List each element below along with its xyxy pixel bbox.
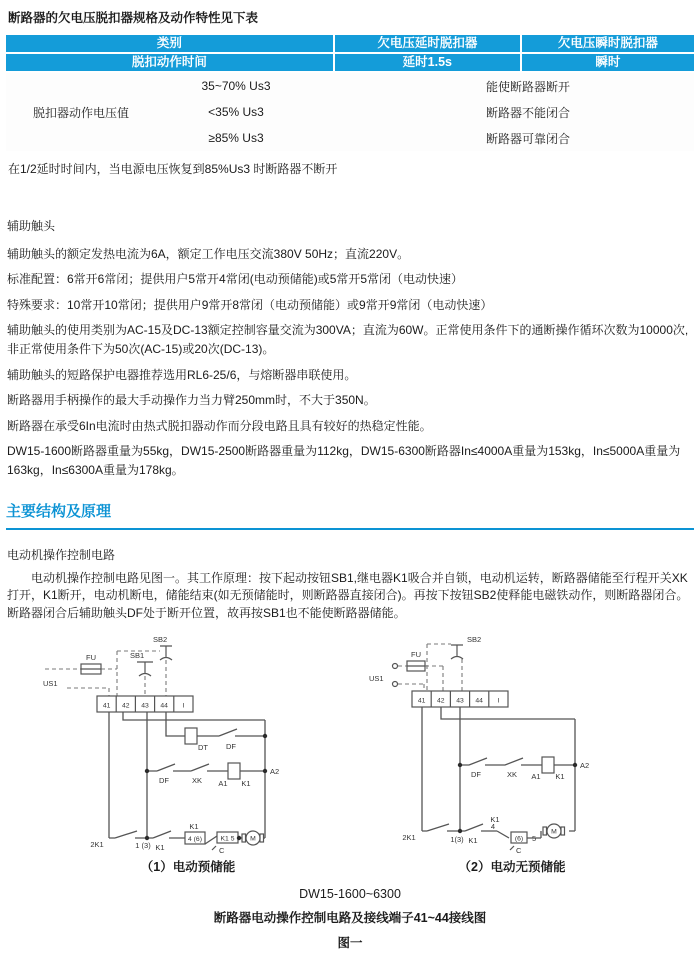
svg-text:41: 41 bbox=[102, 702, 111, 710]
svg-text:K1: K1 bbox=[155, 842, 165, 852]
aux-line: 标准配置：6常开6常闭；提供用户5常开4常闭(电动预储能)或5常开5常闭（电动快速） bbox=[7, 272, 464, 287]
circuit-diagram-precharge bbox=[33, 631, 343, 856]
svg-text:SB1: SB1 bbox=[130, 650, 145, 660]
svg-text:XK: XK bbox=[506, 769, 518, 779]
svg-text:DF: DF bbox=[226, 741, 236, 751]
page-title: 断路器的欠电压脱扣器规格及动作特性见下表 bbox=[8, 11, 259, 25]
svg-text:I: I bbox=[497, 697, 500, 705]
aux-line: 辅助触头的短路保护电器推荐选用RL6-25/6，与熔断器串联使用。 bbox=[7, 367, 357, 382]
figure-row bbox=[6, 631, 694, 875]
svg-text:FU: FU bbox=[86, 652, 96, 662]
table-header-row-2 bbox=[6, 54, 694, 71]
svg-text:5: 5 bbox=[532, 833, 537, 843]
aux-line: 辅助触头的使用类别为AC-15及DC-13额定控制容量交流为300VA；直流为60W。正常使用条件下的通断操作循环次数为10000次,非正常使用条件下为50次(AC-15)或20次(DC-13)。 bbox=[7, 323, 689, 356]
header-cell-delay-release: 欠电压延时脱扣器 bbox=[335, 35, 520, 52]
undervoltage-spec-table bbox=[6, 35, 694, 151]
figure-caption-left: （1）电动预储能 bbox=[140, 859, 236, 874]
header-cell-category: 类别 bbox=[6, 35, 333, 52]
table-note: 在1/2延时时间内，当电源电压恢复到85%Us3 时断路器不断开 bbox=[8, 162, 338, 176]
push-button-sb1-icon bbox=[130, 651, 153, 676]
motor-rung bbox=[402, 815, 575, 855]
motor-circuit-paragraph: 电动机操作控制电路见图一。其工作原理：按下起动按钮SB1,继电器K1吸合并自锁，电动机运转，断路器储能至行程开关XK打开，K1断开，电动机断电，储能结束(如无预储能时，则断路器直接闭合)。再按下按钮SB2使释能电磁铁动作，则断路器闭合。断路器闭合后辅助触头DF处于断开位置，故再按SB1也不能使断路器储能。 bbox=[7, 570, 689, 621]
svg-text:DF: DF bbox=[159, 775, 169, 785]
svg-text:C: C bbox=[516, 845, 522, 855]
figure-right bbox=[357, 631, 667, 875]
svg-text:42: 42 bbox=[437, 697, 445, 705]
fuse-icon bbox=[407, 650, 425, 671]
terminal-block bbox=[97, 696, 193, 712]
table-cell-condition: 35~70% Us3 bbox=[201, 79, 271, 93]
circuit-rails bbox=[422, 707, 575, 831]
svg-text:US1: US1 bbox=[369, 673, 384, 683]
svg-text:2K1: 2K1 bbox=[402, 832, 416, 842]
aux-line: 辅助触头的额定发热电流为6A，额定工作电压交流380V 50Hz；直流220V。 bbox=[7, 246, 410, 261]
svg-text:43: 43 bbox=[456, 697, 464, 705]
fuse-icon bbox=[81, 653, 101, 674]
svg-text:K1: K1 bbox=[468, 835, 478, 845]
aux-line: DW15-1600断路器重量为55kg，DW15-2500断路器重量为112kg，DW15-6300断路器In≤4000A重量为153kg，In≤5000A重量为163kg，In≤6300A重量为178kg。 bbox=[7, 444, 681, 477]
svg-text:A1: A1 bbox=[218, 778, 228, 788]
svg-text:K1: K1 bbox=[555, 771, 565, 781]
svg-text:I: I bbox=[182, 702, 185, 710]
aux-line: 断路器在承受6In电流时由热式脱扣器动作而分段电路且具有较好的热稳定性能。 bbox=[7, 418, 432, 433]
release-coil-rung bbox=[185, 728, 265, 752]
svg-text:41: 41 bbox=[417, 697, 426, 705]
auxiliary-contacts-section bbox=[6, 217, 694, 480]
svg-text:K1: K1 bbox=[490, 814, 500, 824]
svg-text:XK: XK bbox=[191, 775, 203, 785]
svg-text:K1: K1 bbox=[241, 778, 251, 788]
svg-text:44: 44 bbox=[160, 702, 168, 710]
table-cell-result: 断路器可靠闭合 bbox=[486, 131, 571, 146]
svg-text:4 (6): 4 (6) bbox=[188, 835, 202, 843]
aux-line: 断路器用手柄操作的最大手动操作力当力臂250mm时，不大于350N。 bbox=[7, 393, 376, 408]
table-cell-condition: <35% Us3 bbox=[208, 105, 264, 119]
table-header-row-1 bbox=[6, 35, 694, 52]
circuit-rails bbox=[109, 712, 265, 838]
svg-text:A2: A2 bbox=[580, 760, 590, 770]
svg-text:(6): (6) bbox=[514, 835, 524, 843]
svg-text:SB2: SB2 bbox=[467, 634, 482, 644]
us1-label: US1 bbox=[43, 678, 58, 688]
svg-text:42: 42 bbox=[122, 702, 130, 710]
table-cell-result: 能使断路器断开 bbox=[486, 79, 571, 94]
svg-text:4: 4 bbox=[490, 821, 496, 831]
push-button-sb2-icon bbox=[153, 635, 172, 660]
aux-line: 特殊要求：10常开10常闭；提供用户9常开8常闭（电动预储能）或9常开9常闭（电动快速） bbox=[7, 297, 493, 312]
row-group-label: 脱扣器动作电压值 bbox=[32, 105, 129, 120]
svg-text:1(3): 1(3) bbox=[450, 834, 464, 844]
supply-terminal-icons bbox=[369, 663, 398, 686]
table-cell-condition: ≥85% Us3 bbox=[208, 131, 264, 145]
header-cell-delay-value: 延时1.5s bbox=[335, 54, 520, 71]
svg-text:FU: FU bbox=[411, 649, 421, 659]
svg-text:DF: DF bbox=[471, 769, 481, 779]
figure-left bbox=[33, 631, 343, 875]
circuit-diagram-no-precharge bbox=[357, 631, 667, 856]
svg-text:A1: A1 bbox=[531, 771, 541, 781]
dashed-wiring bbox=[398, 644, 462, 691]
svg-text:44: 44 bbox=[475, 697, 483, 705]
motor-icon bbox=[242, 831, 264, 845]
section-heading-structure: 主要结构及原理 bbox=[6, 500, 694, 530]
table-cell-result: 断路器不能闭合 bbox=[486, 105, 571, 120]
motor-circuit-subheading: 电动机操作控制电路 bbox=[7, 547, 116, 562]
model-range-label: DW15-1600~6300 bbox=[299, 886, 401, 901]
aux-section-title: 辅助触头 bbox=[7, 219, 56, 233]
svg-text:K1: K1 bbox=[189, 821, 199, 831]
svg-text:43: 43 bbox=[141, 702, 149, 710]
svg-text:2K1: 2K1 bbox=[90, 839, 104, 849]
figure-caption-right: （2）电动无预储能 bbox=[458, 859, 566, 874]
svg-text:SB2: SB2 bbox=[153, 634, 168, 644]
relay-rung bbox=[460, 757, 589, 781]
svg-text:C: C bbox=[219, 845, 225, 855]
header-cell-instant-release: 欠电压瞬时脱扣器 bbox=[522, 35, 694, 52]
svg-text:A2: A2 bbox=[270, 766, 280, 776]
svg-text:M: M bbox=[551, 828, 557, 836]
motor-icon bbox=[543, 824, 565, 838]
table-body bbox=[6, 73, 694, 151]
push-button-sb2-icon bbox=[451, 635, 481, 659]
header-cell-instant-value: 瞬时 bbox=[522, 54, 694, 71]
svg-text:1 (3): 1 (3) bbox=[135, 840, 151, 850]
figure-number: 图一 bbox=[337, 935, 363, 950]
terminal-block bbox=[412, 691, 508, 707]
svg-text:M: M bbox=[250, 835, 256, 843]
relay-rung bbox=[147, 763, 279, 788]
svg-text:DT: DT bbox=[198, 742, 208, 752]
header-cell-trip-time: 脱扣动作时间 bbox=[6, 54, 333, 71]
svg-text:K1 5: K1 5 bbox=[220, 835, 235, 843]
figure-main-caption: 断路器电动操作控制电路及接线端子41~44接线图 bbox=[213, 910, 487, 925]
